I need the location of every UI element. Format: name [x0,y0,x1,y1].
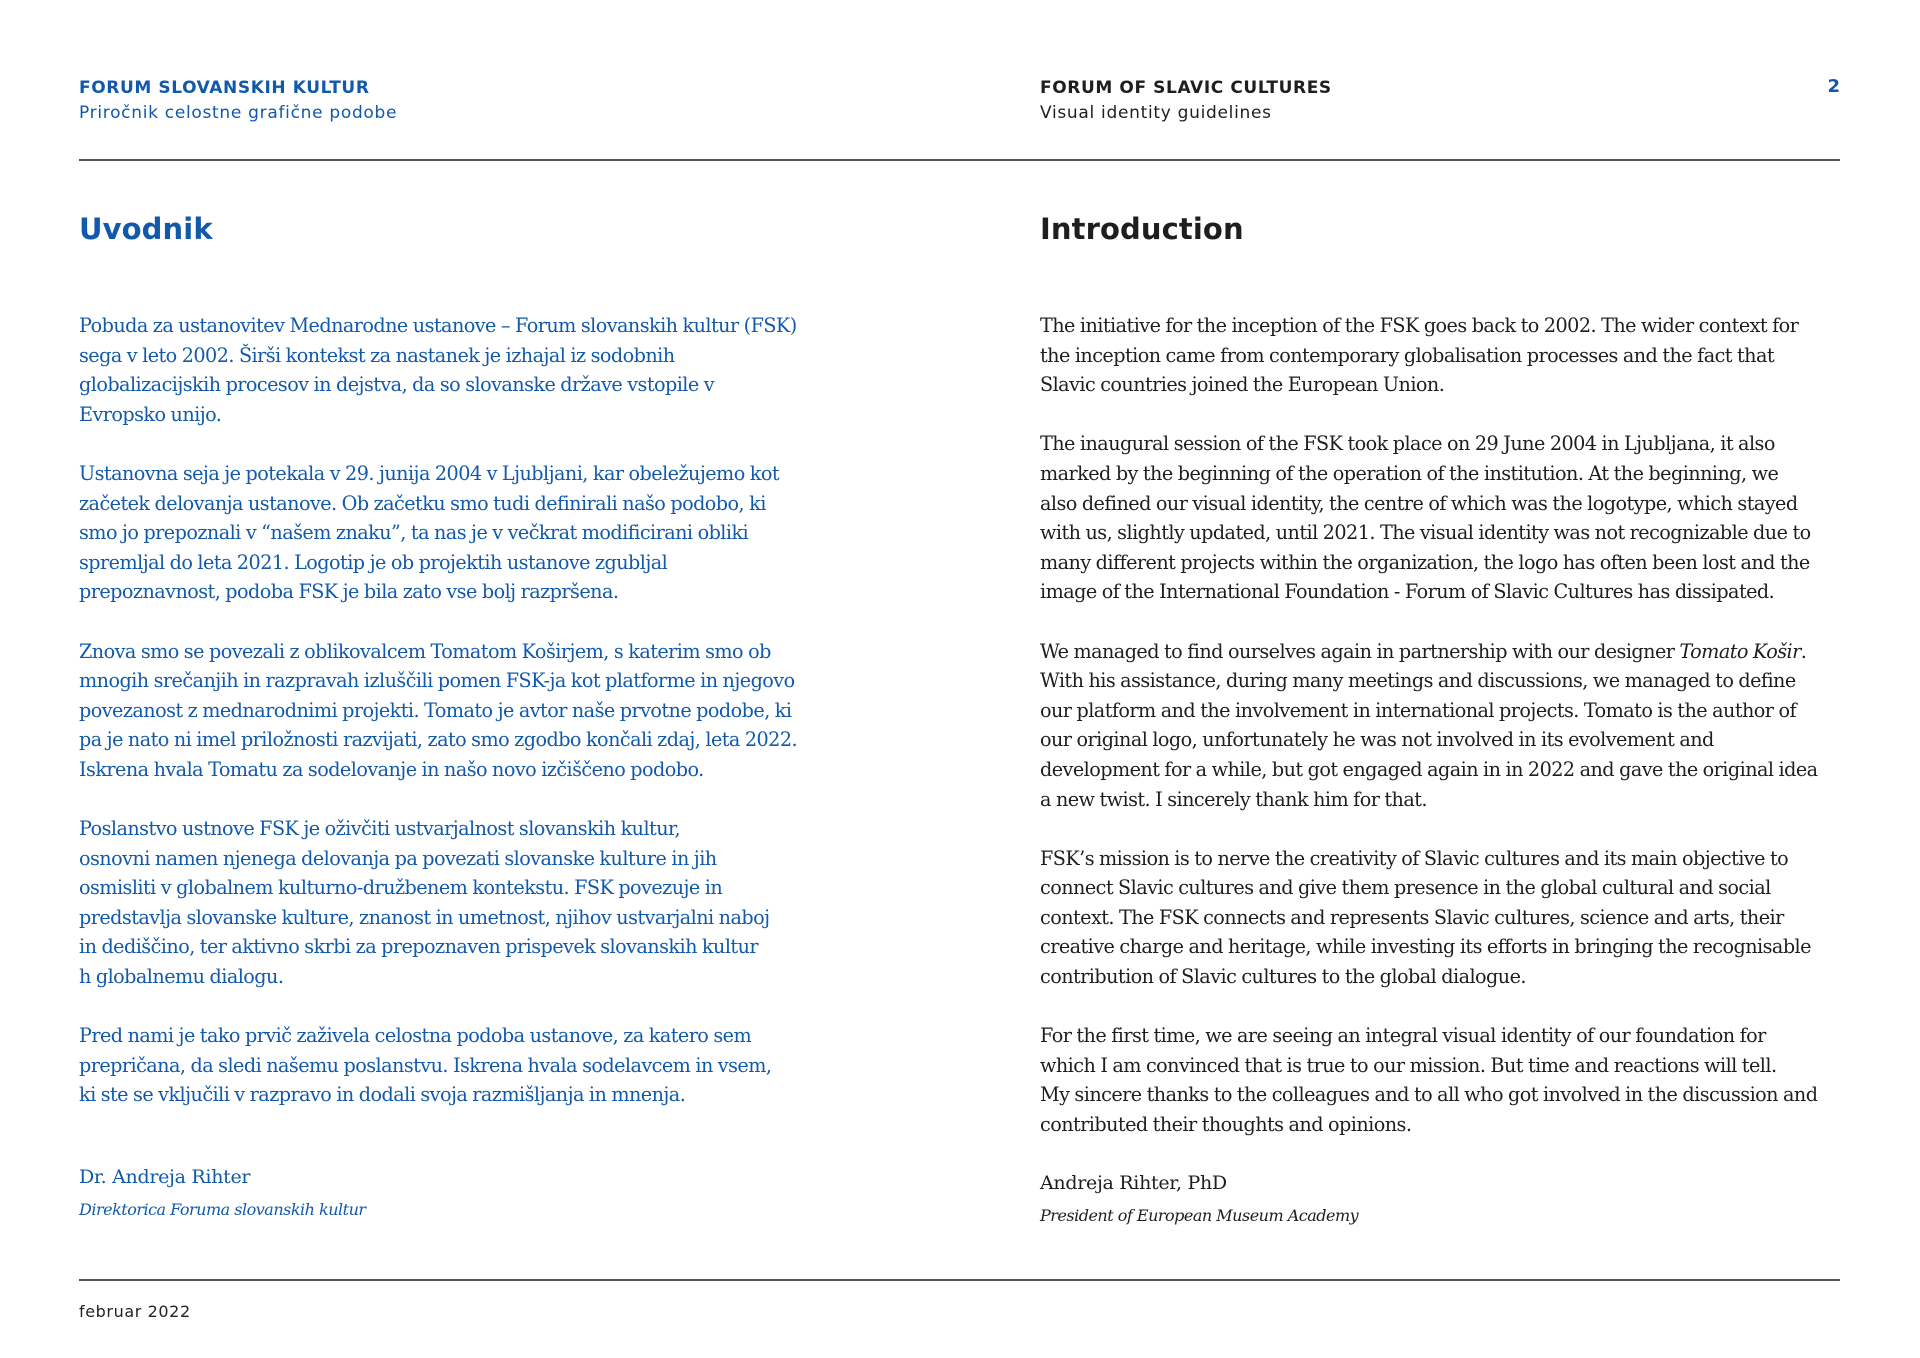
footer-date: februar 2022 [79,1302,191,1321]
text-line: With his assistance, during many meetings and discussions, we managed to define [1040,669,1796,693]
paragraph [1040,429,1850,607]
heading-english: Introduction [1040,212,1244,246]
text-segment: We managed to find ourselves again in partnership with our designer [1040,639,1680,663]
text-line: smo jo prepoznali v “našem znaku”, ta nas je v večkrat modificirani obliki [79,521,749,545]
paragraph [79,1021,879,1110]
text-line: Pred nami je tako prvič zaživela celostna podoba ustanove, za katero sem [79,1024,752,1048]
text-line: connect Slavic cultures and give them presence in the global cultural and social [1040,876,1771,900]
text-line [1040,637,1850,667]
text-line: the inception came from contemporary globalisation processes and the fact that [1040,343,1775,367]
text-line: Slavic countries joined the European Union. [1040,373,1445,397]
text-line: creative charge and heritage, while investing its efforts in bringing the recognisable [1040,935,1811,959]
signature-name-english: Andreja Rihter, PhD [1040,1172,1227,1194]
paragraph [1040,1021,1850,1139]
footer-divider [79,1279,1840,1281]
text-line: Pobuda za ustanovitev Mednarodne ustanove – Forum slovanskih kultur (FSK) [79,314,797,337]
header-right-title: FORUM OF SLAVIC CULTURES [1040,78,1332,98]
text-line: image of the International Foundation - Forum of Slavic Cultures has dissipated. [1040,580,1775,604]
header-left-subtitle: Priročnik celostne grafične podobe [79,103,398,123]
header-divider [79,159,1840,161]
text-line: with us, slightly updated, until 2021. The visual identity was not recognizable due to [1040,521,1811,545]
text-line: ki ste se vključili v razpravo in dodali svoja razmišljanja in mnenja. [79,1083,686,1107]
paragraph [1040,311,1850,400]
text-line: marked by the beginning of the operation of the institution. At the beginning, we [1040,461,1779,485]
text-line: The initiative for the inception of the FSK goes back to 2002. The wider context for [1040,314,1799,337]
text-line: globalizacijskih procesov in dejstva, da so slovanske države vstopile v [79,373,715,397]
text-line: pa je nato ni imel priložnosti razvijati, zato smo zgodbo končali zdaj, leta 2022. [79,728,798,752]
text-line: h globalnemu dialogu. [79,965,284,989]
text-line: osmisliti v globalnem kulturno-družbenem kontekstu. FSK povezuje in [79,876,723,900]
text-line: FSK’s mission is to nerve the creativity of Slavic cultures and its main objective to [1040,846,1789,870]
paragraph [79,311,879,429]
paragraph [1040,844,1850,992]
text-line: The inaugural session of the FSK took place on 29 June 2004 in Ljubljana, it also [1040,432,1775,456]
signature-title-slovenian: Direktorica Foruma slovanskih kultur [79,1200,366,1219]
text-line: contribution of Slavic cultures to the global dialogue. [1040,965,1526,989]
text-line: sega v leto 2002. Širši kontekst za nastanek je izhajal iz sodobnih [79,343,675,367]
text-line: Znova smo se povezali z oblikovalcem Tomatom Koširjem, s katerim smo ob [79,639,771,663]
text-line: context. The FSK connects and represents Slavic cultures, science and arts, their [1040,905,1784,929]
text-line: začetek delovanja ustanove. Ob začetku smo tudi definirali našo podobo, ki [79,491,766,515]
text-line: povezanost z mednarodnimi projekti. Tomato je avtor naše prvotne podobe, ki [79,698,792,722]
text-line: Iskrena hvala Tomatu za sodelovanje in našo novo izčiščeno podobo. [79,757,704,781]
designer-name: Tomato Košir [1679,639,1801,663]
header-left-title: FORUM SLOVANSKIH KULTUR [79,78,370,98]
text-line: Evropsko unijo. [79,402,222,426]
paragraph [1040,637,1850,815]
header-right-subtitle: Visual identity guidelines [1040,103,1272,123]
text-segment: . [1800,639,1807,663]
text-line: in dediščino, ter aktivno skrbi za prepoznaven prispevek slovanskih kultur [79,935,758,959]
text-line: Poslanstvo ustnove FSK je oživčiti ustvarjalnost slovanskih kultur, [79,817,681,841]
heading-slovenian: Uvodnik [79,212,213,246]
text-line: many different projects within the organization, the logo has often been lost and the [1040,550,1810,574]
paragraph [79,814,879,992]
paragraph [79,637,879,785]
text-line: also defined our visual identity, the centre of which was the logotype, which stayed [1040,491,1798,515]
text-line: prepoznavnost, podoba FSK je bila zato vse bolj razpršena. [79,580,619,604]
text-line: My sincere thanks to the colleagues and to all who got involved in the discussion and [1040,1083,1818,1107]
text-line: our original logo, unfortunately he was not involved in its evolvement and [1040,728,1714,752]
text-line: spremljal do leta 2021. Logotip je ob projektih ustanove zgubljal [79,550,668,574]
signature-name-slovenian: Dr. Andreja Rihter [79,1166,251,1188]
english-body [1040,311,1850,1169]
signature-title-english: President of European Museum Academy [1040,1206,1359,1225]
text-line: predstavlja slovanske kulture, znanost in umetnost, njihov ustvarjalni naboj [79,905,770,929]
text-line: Ustanovna seja je potekala v 29. junija 2004 v Ljubljani, kar obeležujemo kot [79,461,779,485]
text-line: osnovni namen njenega delovanja pa povezati slovanske kulture in jih [79,846,717,870]
text-line: For the first time, we are seeing an integral visual identity of our foundation for [1040,1024,1766,1048]
text-line: development for a while, but got engaged again in in 2022 and gave the original idea [1040,757,1818,781]
text-line: a new twist. I sincerely thank him for that. [1040,787,1427,811]
slovenian-body [79,311,879,1140]
page-number: 2 [1827,76,1840,97]
text-line: prepričana, da sledi našemu poslanstvu. Iskrena hvala sodelavcem in vsem, [79,1053,772,1077]
paragraph [79,459,879,607]
text-line: which I am convinced that is true to our mission. But time and reactions will tell. [1040,1053,1777,1077]
text-line: contributed their thoughts and opinions. [1040,1113,1412,1137]
text-line: our platform and the involvement in international projects. Tomato is the author of [1040,698,1797,722]
text-line: mnogih srečanjih in razpravah izluščili pomen FSK-ja kot platforme in njegovo [79,669,795,693]
